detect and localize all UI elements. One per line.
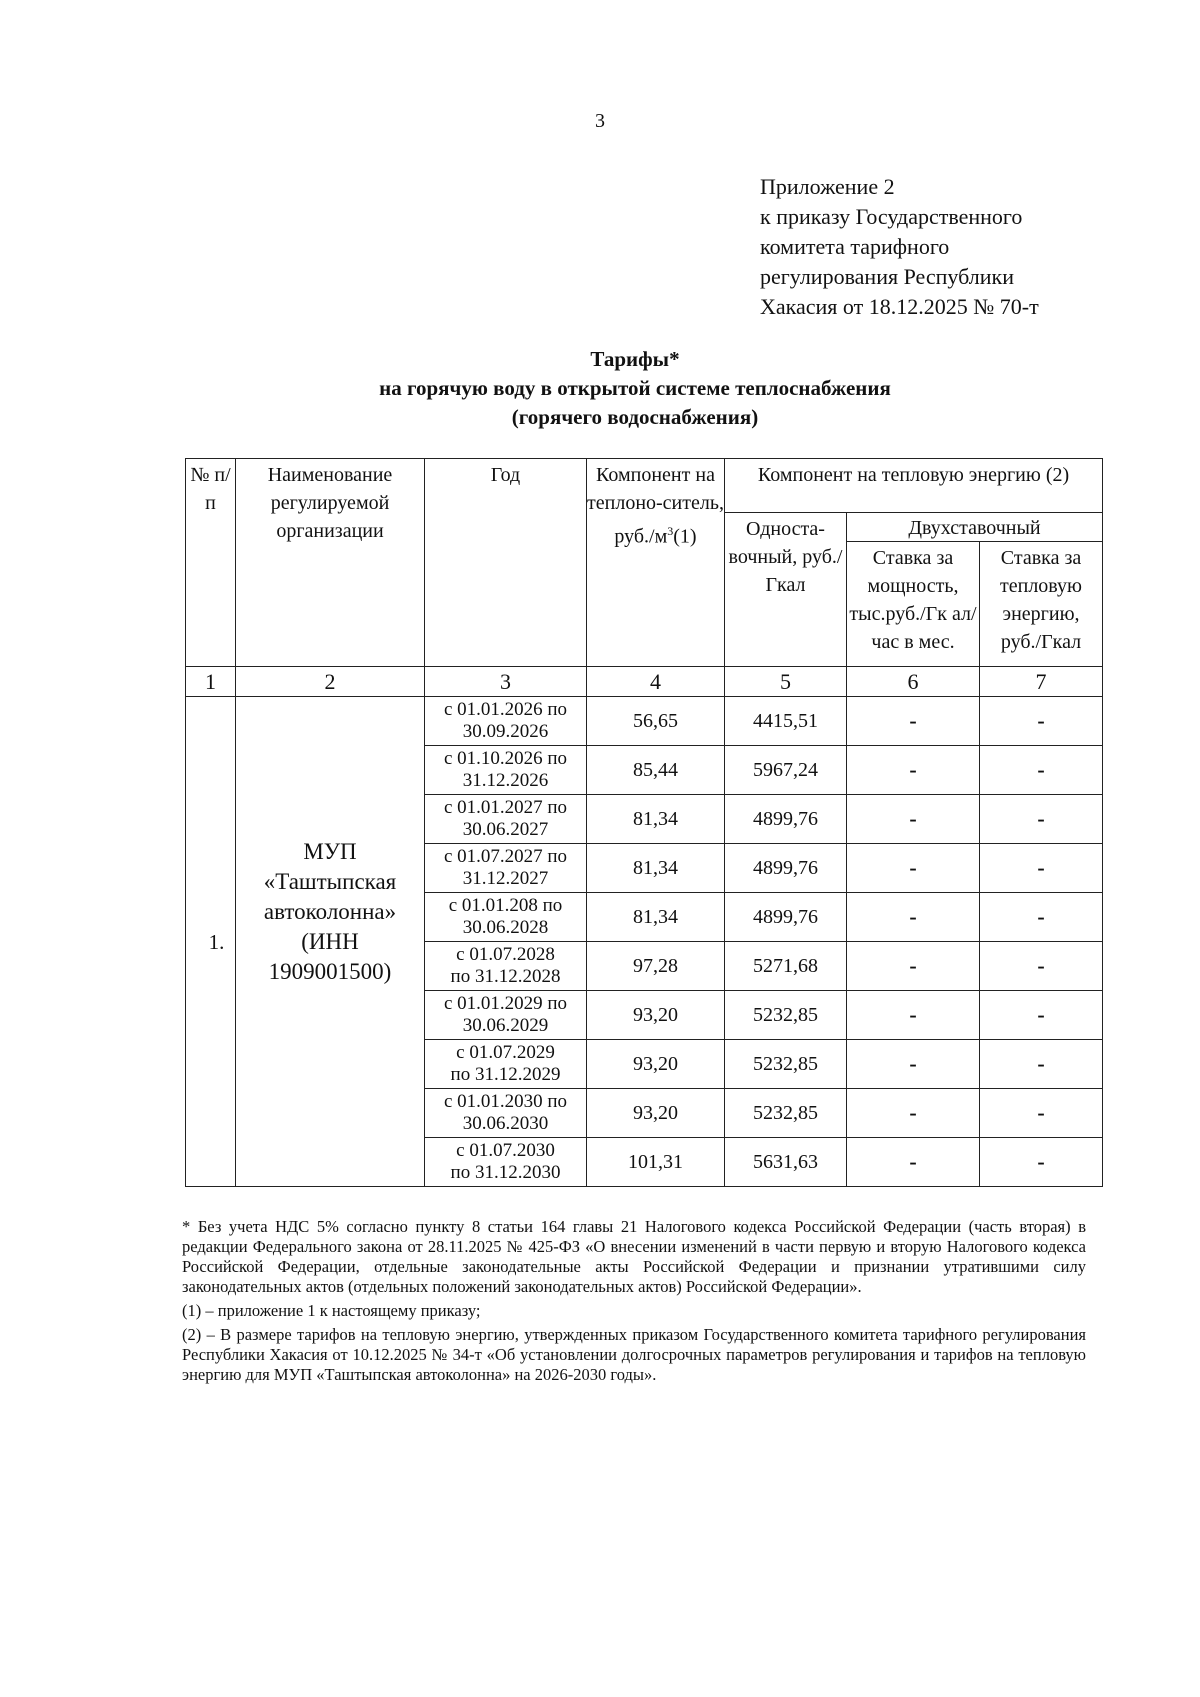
period-start: с 01.07.2028 (456, 944, 555, 965)
period-start: с 01.01.2026 по (443, 699, 568, 720)
column-number: 2 (236, 667, 425, 697)
period-start: с 01.01.2030 по (443, 1091, 568, 1112)
carrier-value: 81,34 (587, 844, 725, 893)
appendix-line: комитета тарифного (760, 234, 950, 259)
appendix-line: Приложение 2 (760, 174, 895, 199)
carrier-value: 56,65 (587, 697, 725, 746)
period-cell (425, 1138, 587, 1187)
appendix-line: Хакасия от 18.12.2025 № 70-т (760, 294, 1039, 319)
carrier-value: 93,20 (587, 1040, 725, 1089)
carrier-value: 93,20 (587, 1089, 725, 1138)
header-carrier-sup: 3 (667, 524, 674, 538)
period-end: 30.06.2030 (462, 1113, 549, 1134)
header-energy-rate: Ставка за тепловую энергию, руб./Гкал (980, 542, 1103, 667)
document-title (170, 345, 1100, 432)
single-rate-value: 5271,68 (725, 942, 847, 991)
organization-line: «Таштыпская (263, 868, 397, 894)
single-rate-value: 5232,85 (725, 1040, 847, 1089)
period-end: по 31.12.2028 (450, 966, 561, 987)
period-cell (425, 697, 587, 746)
period-cell (425, 1040, 587, 1089)
period-end: по 31.12.2030 (450, 1162, 561, 1183)
column-number: 1 (186, 667, 236, 697)
page-number: 3 (595, 110, 605, 132)
period-cell (425, 844, 587, 893)
table-row (186, 697, 1103, 746)
tariffs-table (185, 458, 1103, 1187)
energy-rate-value: - (980, 893, 1103, 942)
column-number: 4 (587, 667, 725, 697)
single-rate-value: 5232,85 (725, 1089, 847, 1138)
energy-rate-value: - (980, 942, 1103, 991)
energy-rate-value: - (980, 697, 1103, 746)
period-end: 31.12.2027 (462, 868, 549, 889)
carrier-value: 101,31 (587, 1138, 725, 1187)
title-line: на горячую воду в открытой системе теплоснабжения (379, 376, 891, 400)
power-rate-value: - (847, 991, 980, 1040)
power-rate-value: - (847, 1089, 980, 1138)
power-rate-value: - (847, 942, 980, 991)
period-cell (425, 1089, 587, 1138)
single-rate-value: 5631,63 (725, 1138, 847, 1187)
footnotes (182, 1217, 1086, 1385)
appendix-line: регулирования Республики (760, 264, 1014, 289)
period-end: 30.06.2027 (462, 819, 549, 840)
period-start: с 01.10.2026 по (443, 748, 568, 769)
period-cell (425, 942, 587, 991)
carrier-value: 93,20 (587, 991, 725, 1040)
energy-rate-value: - (980, 1138, 1103, 1187)
carrier-value: 81,34 (587, 795, 725, 844)
period-start: с 01.07.2030 (456, 1140, 555, 1161)
header-carrier-text: Компонент на теплоно-ситель, руб./м (587, 464, 724, 548)
organization-line: (ИНН (301, 928, 359, 954)
single-rate-value: 4899,76 (725, 795, 847, 844)
header-carrier-component (587, 459, 725, 667)
energy-rate-value: - (980, 1089, 1103, 1138)
period-cell (425, 893, 587, 942)
period-end: 30.06.2028 (462, 917, 549, 938)
header-carrier-note: (1) (673, 525, 697, 548)
column-number: 5 (725, 667, 847, 697)
title-line: Тарифы* (590, 347, 680, 371)
power-rate-value: - (847, 697, 980, 746)
period-cell (425, 746, 587, 795)
power-rate-value: - (847, 746, 980, 795)
organization-line: автоколонна» (263, 898, 397, 924)
header-year: Год (425, 459, 587, 667)
period-end: 30.09.2026 (462, 721, 549, 742)
column-number: 6 (847, 667, 980, 697)
single-rate-value: 4899,76 (725, 844, 847, 893)
energy-rate-value: - (980, 844, 1103, 893)
header-no: № п/п (186, 459, 236, 667)
energy-rate-value: - (980, 795, 1103, 844)
period-cell (425, 795, 587, 844)
energy-rate-value: - (980, 746, 1103, 795)
footnote-2: (2) – В размере тарифов на тепловую энергию, утвержденных приказом Государственного комитета тарифного регулирования Республики Хакасия от 10.12.2025 № 34-т «Об установлении долгосрочных параметров регулирования и тарифов на тепловую энергию для МУП «Таштыпская автоколонна» на 2026-2030 годы». (182, 1325, 1086, 1384)
column-number: 7 (980, 667, 1103, 697)
period-cell (425, 991, 587, 1040)
power-rate-value: - (847, 795, 980, 844)
period-end: по 31.12.2029 (450, 1064, 561, 1085)
period-start: с 01.07.2029 (456, 1042, 555, 1063)
power-rate-value: - (847, 1138, 980, 1187)
header-power-rate: Ставка за мощность, тыс.руб./Гк ал/час в мес. (847, 542, 980, 667)
single-rate-value: 4899,76 (725, 893, 847, 942)
period-start: с 01.01.208 по (448, 895, 563, 916)
organization-name (236, 697, 425, 1187)
header-single-rate: Односта-вочный, руб./Гкал (725, 513, 847, 667)
header-energy-component: Компонент на тепловую энергию (2) (725, 459, 1103, 513)
energy-rate-value: - (980, 991, 1103, 1040)
carrier-value: 85,44 (587, 746, 725, 795)
period-end: 30.06.2029 (462, 1015, 549, 1036)
period-start: с 01.07.2027 по (443, 846, 568, 867)
power-rate-value: - (847, 1040, 980, 1089)
period-start: с 01.01.2027 по (443, 797, 568, 818)
single-rate-value: 5232,85 (725, 991, 847, 1040)
appendix-note (760, 172, 1039, 322)
power-rate-value: - (847, 844, 980, 893)
footnote-asterisk: * Без учета НДС 5% согласно пункту 8 статьи 164 главы 21 Налогового кодекса Российской Федерации (часть вторая) в редакции Федерального закона от 28.11.2025 № 425-ФЗ «О внесении изменений в части первую и вторую Налогового кодекса Российской Федерации, отдельные законодательные акты Российской Федерации и признании утратившими силу законодательных актов (отдельных положений законодательных актов) Российской Федерации». (182, 1217, 1086, 1296)
appendix-line: к приказу Государственного (760, 204, 1023, 229)
power-rate-value: - (847, 893, 980, 942)
carrier-value: 97,28 (587, 942, 725, 991)
organization-line: МУП (303, 838, 357, 864)
carrier-value: 81,34 (587, 893, 725, 942)
single-rate-value: 4415,51 (725, 697, 847, 746)
organization-line: 1909001500) (268, 958, 392, 984)
row-index: 1. (186, 697, 236, 1187)
header-organization: Наименование регулируемой организации (236, 459, 425, 667)
footnote-1: (1) – приложение 1 к настоящему приказу; (182, 1301, 481, 1320)
column-number: 3 (425, 667, 587, 697)
header-double-rate: Двухставочный (847, 513, 1103, 542)
single-rate-value: 5967,24 (725, 746, 847, 795)
period-start: с 01.01.2029 по (443, 993, 568, 1014)
title-line: (горячего водоснабжения) (511, 405, 759, 429)
period-end: 31.12.2026 (462, 770, 549, 791)
energy-rate-value: - (980, 1040, 1103, 1089)
